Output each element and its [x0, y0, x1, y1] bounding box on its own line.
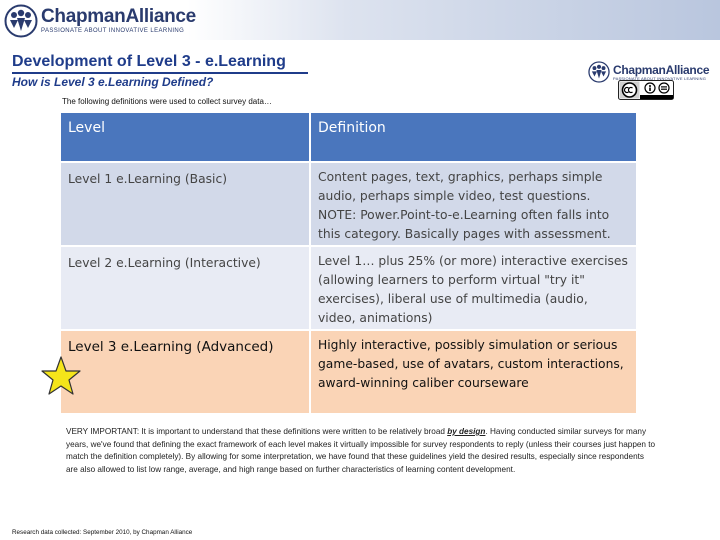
corner-logo-name: ChapmanAlliance: [613, 62, 710, 77]
level-cell: Level 1 e.Learning (Basic): [61, 163, 309, 245]
note-text-start: VERY IMPORTANT: It is important to understand that these definitions were written to be relatively broad: [66, 427, 448, 436]
table-row: [61, 247, 636, 329]
definition-cell: Level 1… plus 25% (or more) interactive exercises (allowing learners to perform virtual "try it" exercises), liberal use of multimedia (audio, video, animations): [311, 247, 636, 329]
intro-text: The following definitions were used to collect survey data…: [62, 97, 272, 106]
footer-source: Research data collected: September 2010, by Chapman Alliance: [12, 529, 193, 536]
people-circle-icon: [588, 61, 610, 83]
title-underline: [12, 72, 308, 74]
people-circle-icon: [4, 4, 38, 38]
level-cell: Level 3 e.Learning (Advanced): [61, 331, 309, 413]
table-row-highlighted: [61, 331, 636, 413]
header-definition: Definition: [311, 113, 636, 161]
star-icon: [40, 355, 82, 397]
important-note: [66, 426, 656, 476]
logo-name: ChapmanAlliance: [41, 6, 196, 27]
level-cell: Level 2 e.Learning (Interactive): [61, 247, 309, 329]
note-emphasis: by design: [447, 427, 486, 436]
table-header-row: [61, 113, 636, 161]
corner-logo-tagline: PASSIONATE ABOUT INNOVATIVE LEARNING: [613, 75, 707, 81]
table-row: [61, 163, 636, 245]
note-text-end: . Having conducted similar surveys for many years, we've found that defining the exact framework of each level makes it virtually impossible for survey respondents to reply (unless their courses just happen to match the definition completely). By allowing for some interpretation, we have found that these guidelines yield the desired results, especially since respondents are also allowed to list low range, average, and high range based on further characteristics of learning content development.: [66, 427, 656, 474]
page-subtitle: How is Level 3 e.Learning Defined?: [12, 75, 214, 89]
header-level: Level: [61, 113, 309, 161]
definition-cell: Highly interactive, possibly simulation or serious game-based, use of avatars, custom interactions, award-winning caliber courseware: [311, 331, 636, 413]
logo-tagline: PASSIONATE ABOUT INNOVATIVE LEARNING: [41, 28, 185, 34]
page-title: Development of Level 3 - e.Learning: [12, 53, 286, 70]
creative-commons-icon: [618, 80, 674, 100]
definitions-table: [61, 113, 636, 415]
definition-cell: Content pages, text, graphics, perhaps simple audio, perhaps simple video, test questions. NOTE: Power.Point-to-e.Learning often falls into this category. Basically pages with assessment.: [311, 163, 636, 245]
chapman-alliance-logo: [4, 4, 196, 38]
header-banner: [0, 0, 720, 40]
